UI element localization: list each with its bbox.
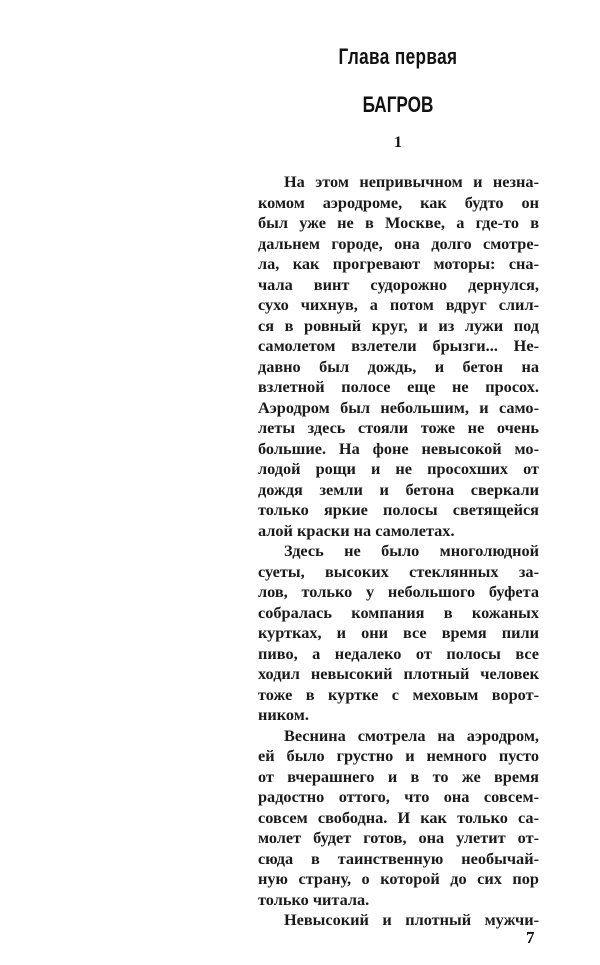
- text-line: Здесь не было многолюдной: [284, 541, 539, 560]
- text-line: Аэродром был небольшим, и само-: [258, 397, 539, 417]
- text-line: пиво, а недалеко от полосы все: [258, 643, 539, 663]
- text-line: На этом непривычном и незна-: [284, 172, 539, 191]
- text-line: суеты, высоких стеклянных за-: [258, 561, 539, 581]
- text-line: большие. На фоне невысокой мо-: [258, 438, 539, 458]
- text-line: дождя земли и бетона сверкали: [258, 479, 539, 499]
- paragraph: [258, 172, 539, 541]
- text-line: от вчерашнего и в то же время: [258, 766, 539, 786]
- text-line: ходил невысокий плотный человек: [258, 664, 539, 683]
- text-line: взлетной полосе еще не просох.: [258, 377, 539, 396]
- text-line: ником.: [258, 705, 309, 724]
- text-line: Невысокий и плотный мужчи-: [284, 910, 539, 929]
- text-line: чала винт судорожно дернулся,: [258, 274, 539, 294]
- body-text: [258, 172, 539, 931]
- text-line: ла, как прогревают моторы: сна-: [258, 254, 539, 273]
- text-line: совсем свободна. И как только са-: [258, 807, 539, 827]
- text-line: сюда в таинственную необычай-: [258, 848, 539, 868]
- section-number: 1: [394, 134, 402, 151]
- page-number: 7: [526, 928, 535, 947]
- text-line: ную страну, о которой до сих пор: [258, 869, 539, 888]
- text-line: ей было грустно и немного пусто: [258, 746, 539, 765]
- text-line: куртках, и они все время пили: [258, 623, 539, 642]
- text-line: молет будет готов, она улетит от-: [258, 828, 539, 847]
- text-line: комом аэродроме, как будто он: [258, 192, 539, 212]
- text-line: только яркие полосы светящейся: [258, 500, 539, 519]
- text-line: лов, только у небольшого буфета: [258, 582, 539, 601]
- text-line: лодой рощи и не просохших от: [258, 459, 539, 478]
- text-line: собралась компания в кожаных: [258, 602, 539, 622]
- paragraph: [258, 726, 539, 911]
- text-line: леты здесь стояли тоже не очень: [258, 418, 539, 437]
- text-line: давно был дождь, и бетон на: [258, 356, 539, 376]
- text-line: самолетом взлетели брызги... Не-: [258, 336, 539, 355]
- text-line: алой краски на самолетах.: [258, 520, 455, 540]
- text-line: ся в ровный круг, и из лужи под: [258, 315, 539, 335]
- text-line: сухо чихнув, а потом вдруг слил-: [258, 295, 539, 314]
- text-line: только читала.: [258, 889, 370, 909]
- paragraph: [258, 910, 539, 931]
- text-line: был уже не в Москве, а где-то в: [258, 213, 539, 232]
- chapter-label: Глава первая: [338, 44, 458, 69]
- chapter-title: БАГРОВ: [362, 92, 434, 117]
- text-line: тоже в куртке с меховым ворот-: [258, 684, 539, 704]
- paragraph: [258, 541, 539, 726]
- text-line: Веснина смотрела на аэродром,: [284, 725, 539, 745]
- text-line: дальнем городе, она долго смотре-: [258, 233, 539, 253]
- text-line: радостно оттого, что она совсем-: [258, 787, 539, 806]
